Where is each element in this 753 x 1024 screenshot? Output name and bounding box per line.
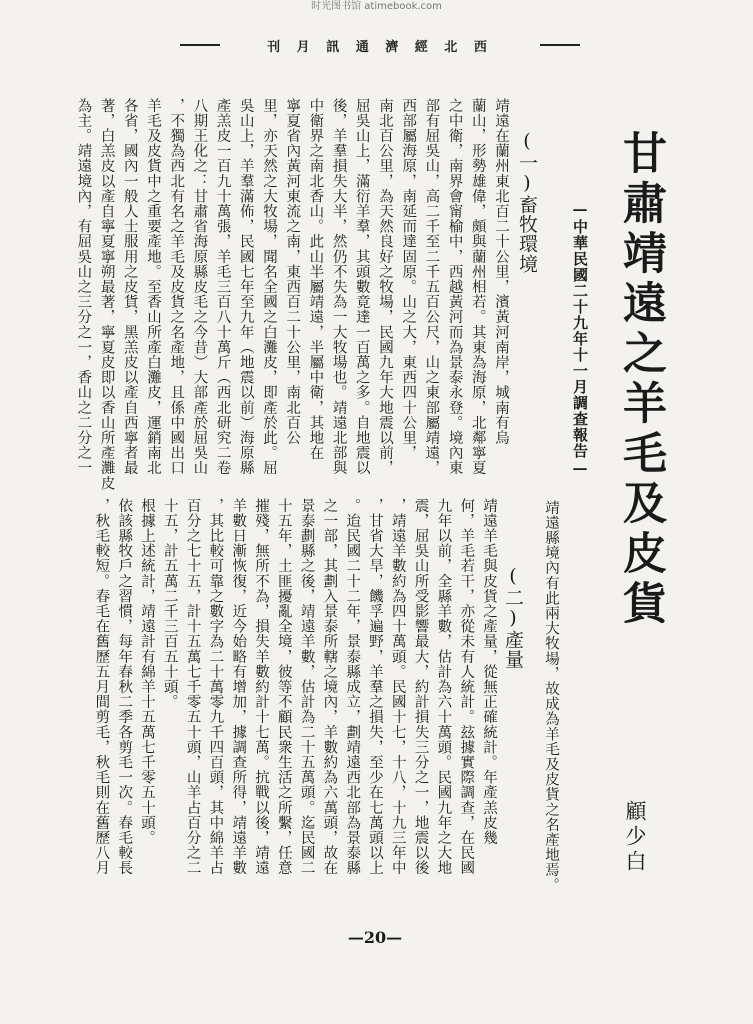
section1-line: 中衛界之南北香山。此山半屬靖遠，半屬中衛，其地在 <box>307 98 324 461</box>
section1-line: 寧夏省內黃河東流之南，東西百二十公里，南北百公 <box>284 98 301 446</box>
section2-line: 。迨民國二十二年，景泰縣成立，劃靖遠西北部為景泰縣 <box>344 498 361 876</box>
section2-line: 根據上述統計，靖遠計有綿羊十五萬七千零五十頭。 <box>139 498 155 846</box>
article-title: 甘肅靖遠之羊毛及皮貨 <box>615 130 666 630</box>
section1-line: 吳山上，羊羣滿佈，民國七年至九年（地震以前）海原縣 <box>237 98 254 476</box>
section2-line: 景泰劃縣之後，靖遠羊數，估計為二十五萬頭。迄民國二 <box>298 498 315 876</box>
section2-line: 靖遠羊毛與皮貨之產量，從無正確統計。年產羔皮幾 <box>481 498 497 846</box>
author-name: 顧少白 <box>623 800 647 875</box>
section1-line: 靖遠在蘭州東北百二十公里，濱黃河南岸，城南有烏 <box>493 98 509 446</box>
section1-line: 蘭山，形勢雄偉，頗與蘭州相若。其東為海原，北鄰寧夏 <box>469 98 486 476</box>
section2-line: 何，羊毛若干，亦從未有人統計。玆據實際調查，在民國 <box>458 498 475 876</box>
watermark: 时光图书馆 atimebook.com <box>311 1 442 12</box>
section2-line: ，秋毛較短。春毛在舊歷五月間剪毛，秋毛則在舊歷八月 <box>93 498 110 876</box>
page-number: —20— <box>347 928 403 947</box>
section2-line: 羊數日漸恢復，近今始略有增加，據調查所得，靖遠羊數 <box>230 498 247 876</box>
header-rule-right <box>540 44 580 46</box>
section1-line: 羊毛及皮貨中之重要產地。至香山所產白灘皮，運銷南北 <box>145 98 161 476</box>
section2-line: 依該縣牧戶之習慣，每年春秋二季各剪毛一次。春毛較長 <box>116 498 133 876</box>
section1-line: ，不獨為西北有名之羊毛及皮貨之名產地，且係中國出口 <box>168 98 185 476</box>
article-subtitle: —中華民國二十九年十一月調查報告— <box>571 200 589 478</box>
section2-line: 摧殘，無所不為，損失羊數約計十七萬。抗戰以後，靖遠 <box>253 498 269 876</box>
section1-line: 南北百公里，為天然良好之牧場，民國九年大地震以前， <box>377 98 393 476</box>
section1-line: 里，亦天然之大牧場，聞名全國之白灘皮，即產於此。屈 <box>261 98 277 476</box>
section2-heading: (二)產量 <box>502 565 524 669</box>
section2-line: ，其比較可靠之數字為二十萬零九千四百頭，其中綿羊占 <box>207 498 224 876</box>
section1-line: 後，羊羣損失大半，然仍不失為一大牧場也。靖遠北部與 <box>330 98 347 476</box>
section1-line: 屈吳山上，滿衍羊羣，其頭數竟達一百萬之多。自地震以 <box>353 98 370 476</box>
section1-line: 部有屈吳山，高二千至二千五百公尺，山之東部屬靖遠， <box>423 98 440 476</box>
section2-line: ，靖遠羊數約為四十萬頭。民國十七，十八，十九三年中 <box>389 498 406 876</box>
section2-line: 十五年，土匪擾亂全境，彼等不顧民衆生活之所繫，任意 <box>275 498 292 876</box>
section2-line: 之一部，其劃入景泰所轄之境內，羊數約為六萬頭，故在 <box>321 498 338 876</box>
section1-line: 之中衛，南界會甯榆中，西越黃河而為景泰永登。境內東 <box>446 98 463 476</box>
section2-line: ，甘省大旱，饑孚遍野，羊羣之損失，至少在七萬頭以上 <box>367 498 383 876</box>
section1-line: 西部屬海原，南延而達固原。山之大，東西四十公里， <box>400 98 417 461</box>
section2-line: 震，屈吳山所受影響最大，約計損失三分之一，地震以後 <box>412 498 429 876</box>
section1-line: 產羔皮一百九十萬張，羊毛三百八十萬斤（西北研究二卷 <box>214 98 231 476</box>
intro-line: 靖遠縣境內有此兩大牧場，故成為羊毛及皮貨之名產地焉。 <box>543 500 559 893</box>
section2-line: 九年以前，全縣羊數，估計為六十萬頭。民國九年之大地 <box>435 498 452 876</box>
section2-line: 十五，計五萬二千三百五十頭。 <box>161 498 178 710</box>
journal-header: 刊 月 訊 通 濟 經 北 西 <box>267 40 493 55</box>
section1-line: 八期王化之：甘肅省海原縣皮毛之今昔）大部產於屈吳山 <box>191 98 208 476</box>
section1-line: 各省，國內一般人士服用之皮貨，黑羔皮以產自西寧者最 <box>121 98 138 476</box>
section1-heading: (一)畜牧環境 <box>516 130 538 274</box>
section1-line: 為主。靖遠境內，有屈吳山之三分之一，香山之二分之一 <box>75 98 92 476</box>
section1-line: 著，白羔皮以產自寧夏寧朔最著，寧夏皮即以香山所產灘皮 <box>98 98 115 491</box>
section2-line: 百分之七十五，計十五萬七千零五十頭，山羊占百分之二 <box>184 498 201 876</box>
